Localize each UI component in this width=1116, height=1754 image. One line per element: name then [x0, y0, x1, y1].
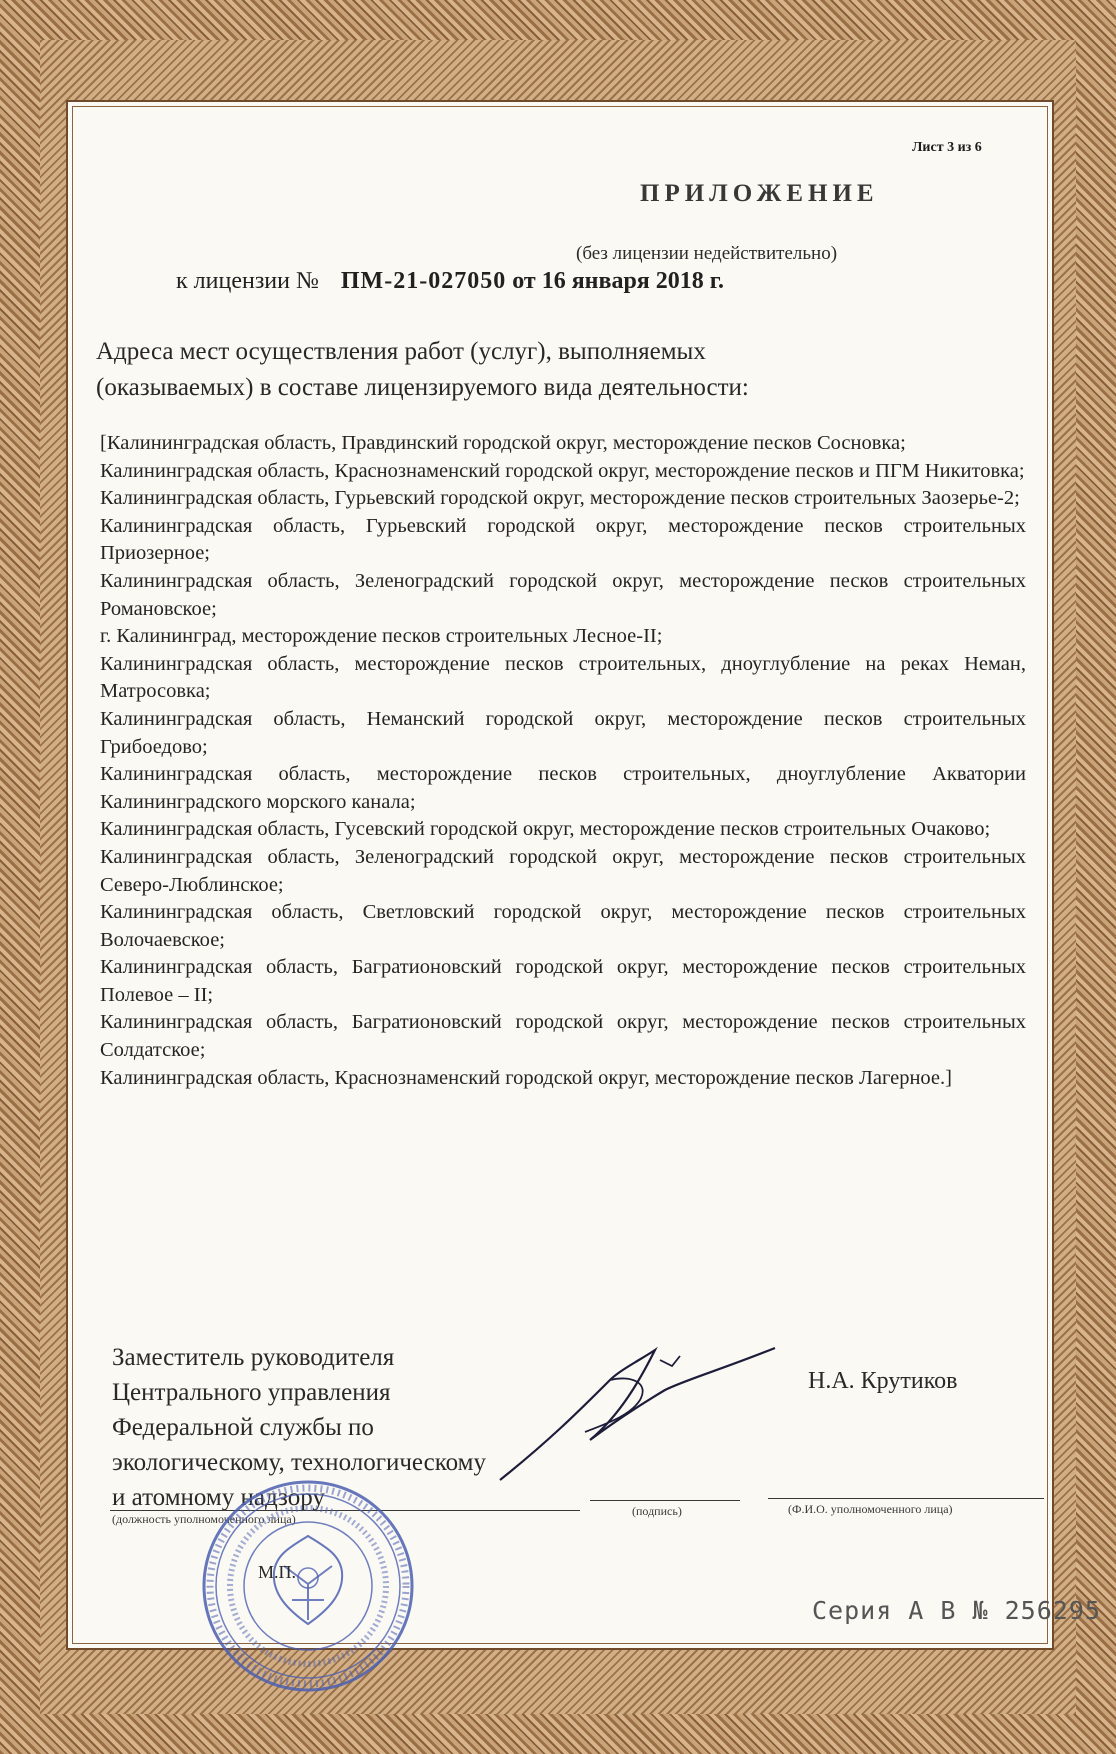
address-item: Калининградская область, Светловский городской округ, месторождение песков строительных Волочаевское;	[100, 901, 1026, 951]
document-series: Серия А В № 256295	[812, 1596, 1101, 1625]
caption-name: (Ф.И.О. уполномоченного лица)	[788, 1502, 953, 1516]
caption-signature: (подпись)	[632, 1504, 682, 1518]
position-line: Центрального управления	[112, 1379, 391, 1406]
address-item: [Калининградская область, Правдинский городской округ, месторождение песков Сосновка;	[100, 432, 906, 454]
address-item: Калининградская область, месторождение песков строительных, дноуглубление Акватории Калининградского морского канала;	[100, 763, 1026, 813]
signatory-name: Н.А. Крутиков	[808, 1368, 958, 1394]
position-line: Заместитель руководителя	[112, 1344, 395, 1371]
name-underline	[768, 1498, 1044, 1499]
position-line: и атомному надзору	[112, 1484, 325, 1511]
address-item: Калининградская область, Неманский городской округ, месторождение песков строительных Грибоедово;	[100, 707, 1026, 758]
address-list	[100, 430, 1026, 1092]
heading-line: (оказываемых) в составе лицензируемого вида деятельности:	[96, 374, 749, 401]
address-item: Калининградская область, Зеленоградский городской округ, месторождение песков строительных Романовское;	[100, 569, 1026, 620]
signature-scribble	[490, 1320, 790, 1490]
address-item: Калининградская область, Краснознаменский городской округ, месторождение песков Лагерное.]	[100, 1066, 952, 1089]
address-item: Калининградская область, Гусевский городской округ, месторождение песков строительных Очаково;	[100, 818, 991, 841]
address-item: Калининградская область, Багратионовский городской округ, месторождение песков строительных Солдатское;	[100, 1011, 1026, 1062]
official-seal	[196, 1474, 420, 1698]
license-date: 16 января 2018 г.	[541, 268, 724, 294]
address-item: г. Калининград, месторождение песков строительных Лесное-II;	[100, 625, 663, 648]
license-line	[176, 268, 724, 295]
license-prefix: к лицензии №	[176, 268, 319, 294]
address-item: Калининградская область, Зеленоградский городской округ, месторождение песков строительных Северо-Люблинское;	[100, 845, 1026, 896]
stamp-place-mark: М.П.	[258, 1562, 297, 1582]
license-from-word: от	[512, 268, 536, 294]
validity-note: (без лицензии недействительно)	[576, 243, 838, 264]
address-item: Калининградская область, Краснознаменский городской округ, месторождение песков и ПГМ Никитовка;	[100, 459, 1025, 482]
address-item: Калининградская область, Гурьевский городской округ, месторождение песков строительных Заозерье-2;	[100, 487, 1020, 510]
heading-line: Адреса мест осуществления работ (услуг), выполняемых	[96, 338, 706, 365]
position-line: Федеральной службы по	[112, 1414, 374, 1441]
license-number: ПМ-21-027050	[340, 268, 507, 294]
address-item: Калининградская область, месторождение песков строительных, дноуглубление на реках Неман, Матросовка;	[100, 652, 1026, 703]
addresses-heading	[96, 334, 916, 406]
page-title: ПРИЛОЖЕНИЕ	[640, 180, 879, 207]
address-item: Калининградская область, Багратионовский городской округ, месторождение песков строительных Полевое – II;	[100, 956, 1026, 1006]
position-line: экологическому, технологическому	[112, 1449, 486, 1476]
address-item: Калининградская область, Гурьевский городской округ, месторождение песков строительных Приозерное;	[100, 514, 1026, 565]
sheet-number: Лист 3 из 6	[912, 140, 982, 155]
caption-position: (должность уполномоченного лица)	[112, 1512, 296, 1526]
signature-underline	[590, 1500, 740, 1501]
